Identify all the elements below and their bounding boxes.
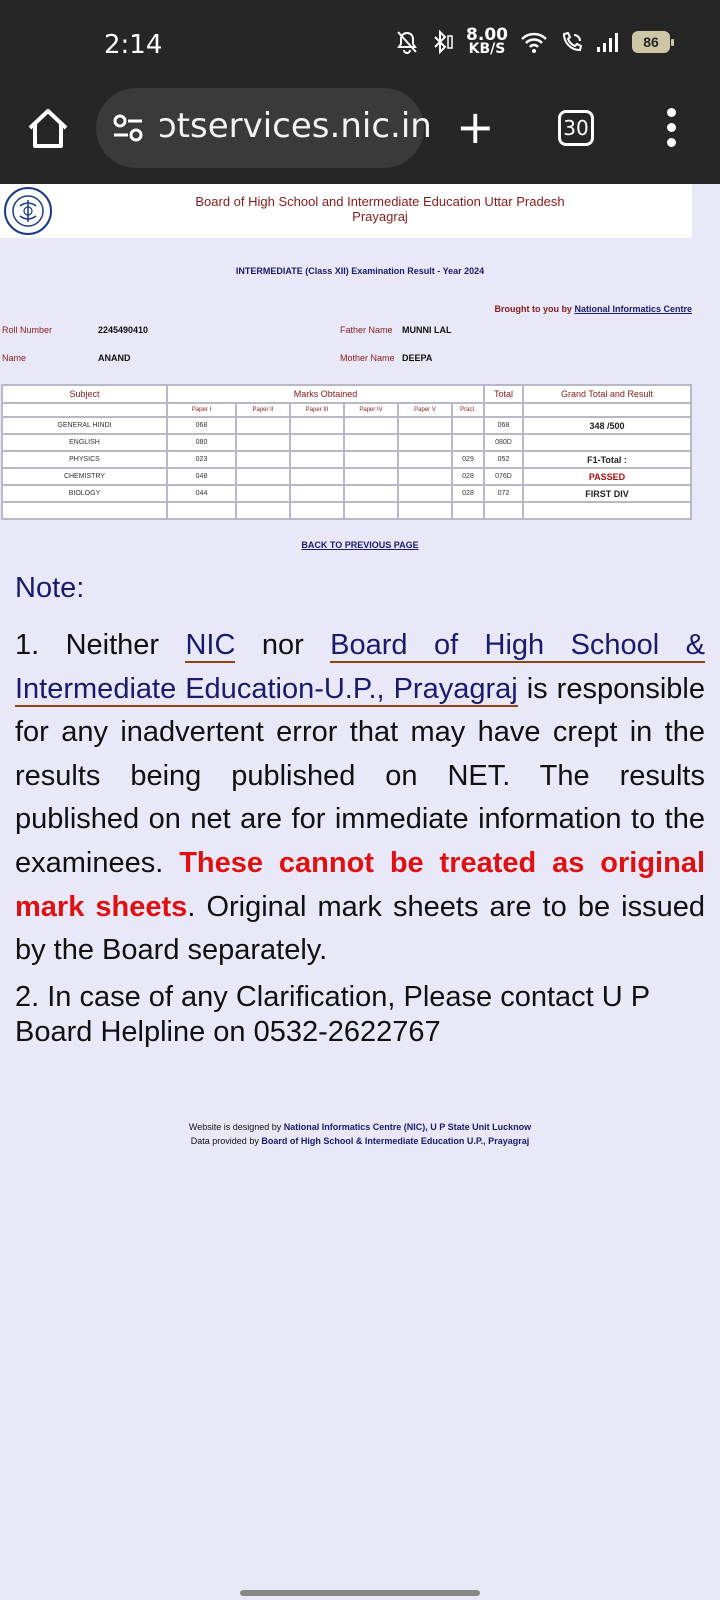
note-paragraph-2: 2. In case of any Clarification, Please contact U P Board Helpline on 0532-2622767 (15, 981, 650, 1048)
tabs-icon[interactable]: 30 (558, 110, 594, 146)
note-text: 1. Neither (15, 629, 186, 661)
father-name-label: Father Name (340, 325, 393, 335)
roll-number-value: 2245490410 (98, 325, 149, 335)
footer-line-1 (0, 1120, 720, 1134)
table-header-row (3, 386, 690, 402)
result-cell: F1-Total : (524, 452, 690, 467)
warning-text: These cannot be treated as original mark sheets (15, 846, 705, 923)
footer-prefix: Data provided by (190, 1136, 262, 1146)
note-title: Note: (15, 572, 85, 604)
status-bar (0, 0, 720, 88)
note-text: . Original mark sheets are to be issued by the Board separately. (15, 890, 705, 967)
table-row (3, 418, 690, 433)
mother-name-label: Mother Name (340, 353, 395, 363)
name-value: ANAND (98, 353, 131, 363)
table-row (3, 452, 690, 467)
battery-icon: 86 (632, 31, 670, 53)
subheader-paper-3: Paper III (291, 404, 343, 416)
result-cell: 348 /500 (524, 418, 690, 433)
paper1-cell: 068 (168, 418, 235, 433)
note-text: is responsible for any inadvertent error that may have crept in the results being published on NET. The results published on net are for immediate information to the examinees. (15, 672, 705, 879)
total-cell: 052 (485, 452, 522, 467)
table-row-empty (3, 503, 690, 518)
footer-nic: National Informatics Centre (NIC), U P State Unit Lucknow (283, 1122, 532, 1132)
roll-number-label: Roll Number (2, 325, 53, 335)
subheader-empty (3, 404, 166, 416)
subheader-practical: Pract. (453, 404, 483, 416)
speed-unit: KB/S (468, 41, 506, 57)
credit-prefix: Brought to you by (494, 304, 572, 314)
page-header (0, 184, 692, 238)
paper1-cell: 023 (168, 452, 235, 467)
subheader-empty (485, 404, 522, 416)
practical-cell: 028 (453, 486, 483, 501)
practical-cell: 029 (453, 452, 483, 467)
browser-toolbar (0, 88, 720, 184)
paper1-cell: 044 (168, 486, 235, 501)
total-cell: 072 (485, 486, 522, 501)
home-icon[interactable] (26, 106, 70, 150)
nic-link[interactable]: National Informatics Centre (574, 304, 692, 314)
subheader-paper-1: Paper I (168, 404, 235, 416)
subheader-empty (524, 404, 690, 416)
paper1-cell: 048 (168, 469, 235, 484)
wifi-icon (520, 31, 548, 53)
header-total: Total (485, 386, 522, 402)
table-row (3, 469, 690, 484)
address-bar[interactable] (96, 88, 432, 168)
subheader-paper-2: Paper II (237, 404, 289, 416)
footer-line-2 (0, 1134, 720, 1148)
nic-note-link[interactable]: NIC (185, 629, 236, 661)
web-page (0, 184, 720, 1600)
url-text[interactable]: ɔtservices.nic.in (158, 106, 432, 146)
total-cell: 068 (485, 418, 522, 433)
speed-value: 8.00 (466, 25, 508, 45)
board-note-link[interactable]: Board of High School & Intermediate Education-U.P., Prayagraj (15, 629, 705, 705)
table-subheader-row (3, 404, 690, 416)
bell-off-icon (396, 30, 418, 54)
paper1-cell: 080 (168, 435, 235, 450)
note-paragraph-1 (15, 624, 705, 973)
result-cell: PASSED (524, 469, 690, 484)
subject-cell: ENGLISH (3, 435, 166, 450)
total-cell: 080D (485, 435, 522, 450)
board-name-line1: Board of High School and Intermediate Education Uttar Pradesh (195, 194, 565, 209)
header-marks: Marks Obtained (168, 386, 483, 402)
note-text: nor (235, 629, 331, 661)
page-footer (0, 1120, 720, 1148)
menu-icon[interactable] (664, 108, 678, 152)
board-name (140, 194, 620, 224)
network-speed (466, 25, 508, 57)
signal-icon (596, 31, 620, 53)
wifi-call-icon (560, 31, 584, 53)
footer-prefix: Website is designed by (188, 1122, 284, 1132)
credit-line (494, 304, 692, 314)
practical-cell (453, 418, 483, 433)
name-label: Name (2, 353, 27, 363)
subheader-paper-5: Paper V (399, 404, 451, 416)
gesture-bar[interactable] (240, 1590, 480, 1596)
table-row (3, 435, 690, 450)
board-name-line2: Prayagraj (352, 209, 408, 224)
subheader-paper-4: Paper IV (345, 404, 397, 416)
result-cell: FIRST DIV (524, 486, 690, 501)
marks-table (1, 384, 692, 520)
header-grand-total: Grand Total and Result (524, 386, 690, 402)
subject-cell: PHYSICS (3, 452, 166, 467)
subject-cell: GENERAL HINDI (3, 418, 166, 433)
status-icons (396, 25, 670, 57)
status-time: 2:14 (104, 30, 163, 60)
subject-cell: BIOLOGY (3, 486, 166, 501)
father-name-value: MUNNI LAL (402, 325, 452, 335)
back-link[interactable]: BACK TO PREVIOUS PAGE (301, 540, 419, 550)
header-subject: Subject (3, 386, 166, 402)
board-emblem-icon (2, 186, 54, 236)
exam-title: INTERMEDIATE (Class XII) Examination Result - Year 2024 (235, 266, 485, 276)
table-row (3, 486, 690, 501)
subject-cell: CHEMISTRY (3, 469, 166, 484)
mother-name-value: DEEPA (402, 353, 433, 363)
result-cell (524, 435, 690, 450)
footer-board: Board of High School & Intermediate Education U.P., Prayagraj (261, 1136, 530, 1146)
site-settings-icon[interactable] (112, 114, 144, 142)
total-cell: 076D (485, 469, 522, 484)
new-tab-icon[interactable]: + (456, 100, 495, 154)
practical-cell (453, 435, 483, 450)
bluetooth-icon (430, 30, 454, 54)
practical-cell: 028 (453, 469, 483, 484)
